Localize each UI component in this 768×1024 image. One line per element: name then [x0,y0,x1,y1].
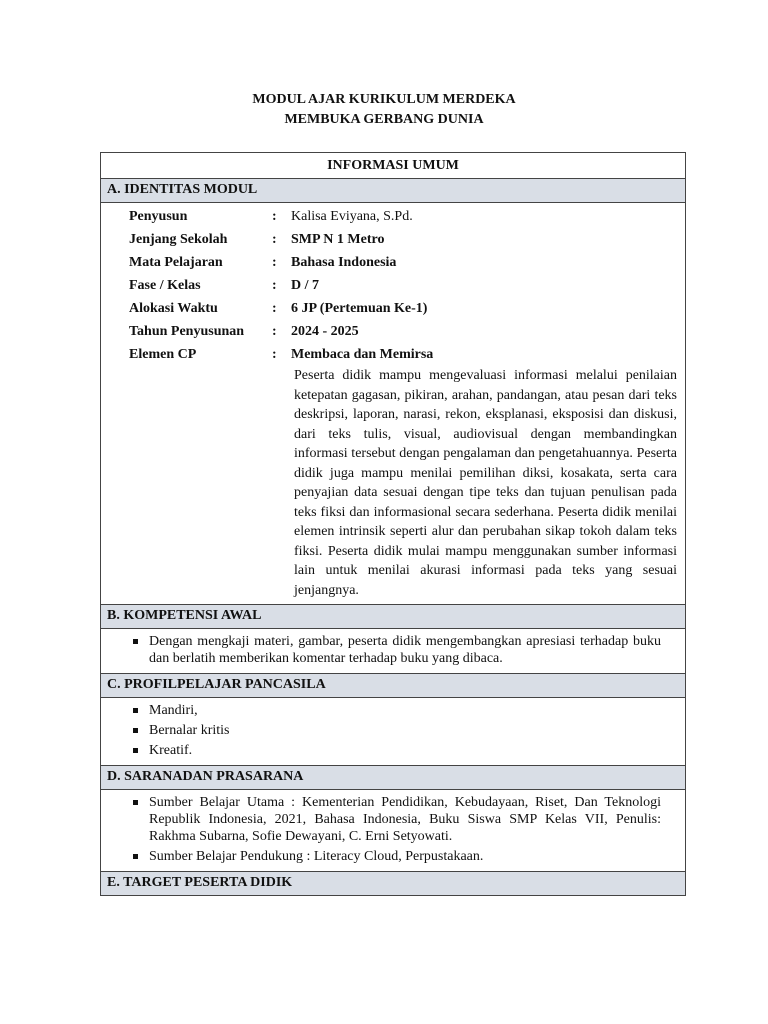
field-colon: : [272,300,277,316]
field-elemen-cp [101,343,685,366]
list-item: Bernalar kritis [131,722,661,739]
field-colon: : [272,346,277,362]
info-header: INFORMASI UMUM [101,153,685,179]
list-item: Sumber Belajar Utama : Kementerian Pendidikan, Kebudayaan, Riset, Dan Teknologi Republik Indonesia, 2021, Bahasa Indonesia, Buku Siswa SMP Kelas VII, Penulis: Rakhma Subarna, Sofie Dewayani, C. Erni Setyowati. [131,794,661,845]
section-a-heading: A. IDENTITAS MODUL [101,179,685,203]
field-label: Penyusun [129,208,188,224]
field-label: Tahun Penyusunan [129,323,245,339]
field-colon: : [272,231,277,247]
field-value: Kalisa Eviyana, S.Pd. [291,208,413,224]
section-e-heading: E. TARGET PESERTA DIDIK [101,872,685,895]
field-value: Membaca dan Memirsa [291,346,434,362]
section-d-heading: D. SARANADAN PRASARANA [101,766,685,790]
list-item: Mandiri, [131,702,661,719]
field-fase-kelas [101,274,685,297]
section-c-heading: C. PROFILPELAJAR PANCASILA [101,674,685,698]
identity-block [101,203,685,605]
field-mata-pelajaran [101,251,685,274]
list-item: Dengan mengkaji materi, gambar, peserta didik mengembangkan apresiasi terhadap buku dan berlatih memberikan komentar terhadap buku yang dibaca. [131,633,661,667]
field-colon: : [272,254,277,270]
section-b-heading: B. KOMPETENSI AWAL [101,605,685,629]
field-label: Jenjang Sekolah [129,231,228,247]
section-d-content [101,790,685,872]
field-alokasi-waktu [101,297,685,320]
field-value: Bahasa Indonesia [291,254,397,270]
section-c-content [101,698,685,766]
field-label: Fase / Kelas [129,277,201,293]
cp-description: Peserta didik mampu mengevaluasi informasi melalui penilaian ketepatan gagasan, pikiran, arahan, pandangan, atau pesan dari teks deskripsi, laporan, narasi, rekon, eksplanasi, eksposisi dan diskusi, dari teks tulis, visual, audiovisual dengan membandingkan informasi tersebut dengan pengalaman dan pengetahuannya. Peserta didik juga mampu menilai pemilihan diksi, kosakata, serta cara penyajian data sesuai dengan tipe teks dan tujuan penulisan pada teks fiksi dan informasional secara sederhana. Peserta didik menilai elemen intrinsik seperti alur dan perubahan sikap tokoh dalam teks fiksi. Peserta didik mulai mampu menggunakan sumber informasi lain untuk menilai akurasi informasi pada teks yang sesuai jenjangnya. [294,368,677,598]
list-item: Kreatif. [131,742,661,759]
field-colon: : [272,208,277,224]
field-penyusun [101,205,685,228]
field-colon: : [272,323,277,339]
info-table [100,152,686,896]
document-subtitle: MEMBUKA GERBANG DUNIA [284,112,484,127]
list-item: Sumber Belajar Pendukung : Literacy Cloud, Perpustakaan. [131,848,661,865]
field-label: Elemen CP [129,346,197,362]
field-label: Alokasi Waktu [129,300,218,316]
field-colon: : [272,277,277,293]
field-jenjang-sekolah [101,228,685,251]
field-value: D / 7 [291,277,319,293]
field-tahun-penyusunan [101,320,685,343]
field-value: SMP N 1 Metro [291,231,385,247]
section-b-content [101,629,685,674]
field-label: Mata Pelajaran [129,254,223,270]
document-title: MODUL AJAR KURIKULUM MERDEKA [252,92,516,107]
field-value: 6 JP (Pertemuan Ke-1) [291,300,428,316]
field-value: 2024 - 2025 [291,323,359,339]
